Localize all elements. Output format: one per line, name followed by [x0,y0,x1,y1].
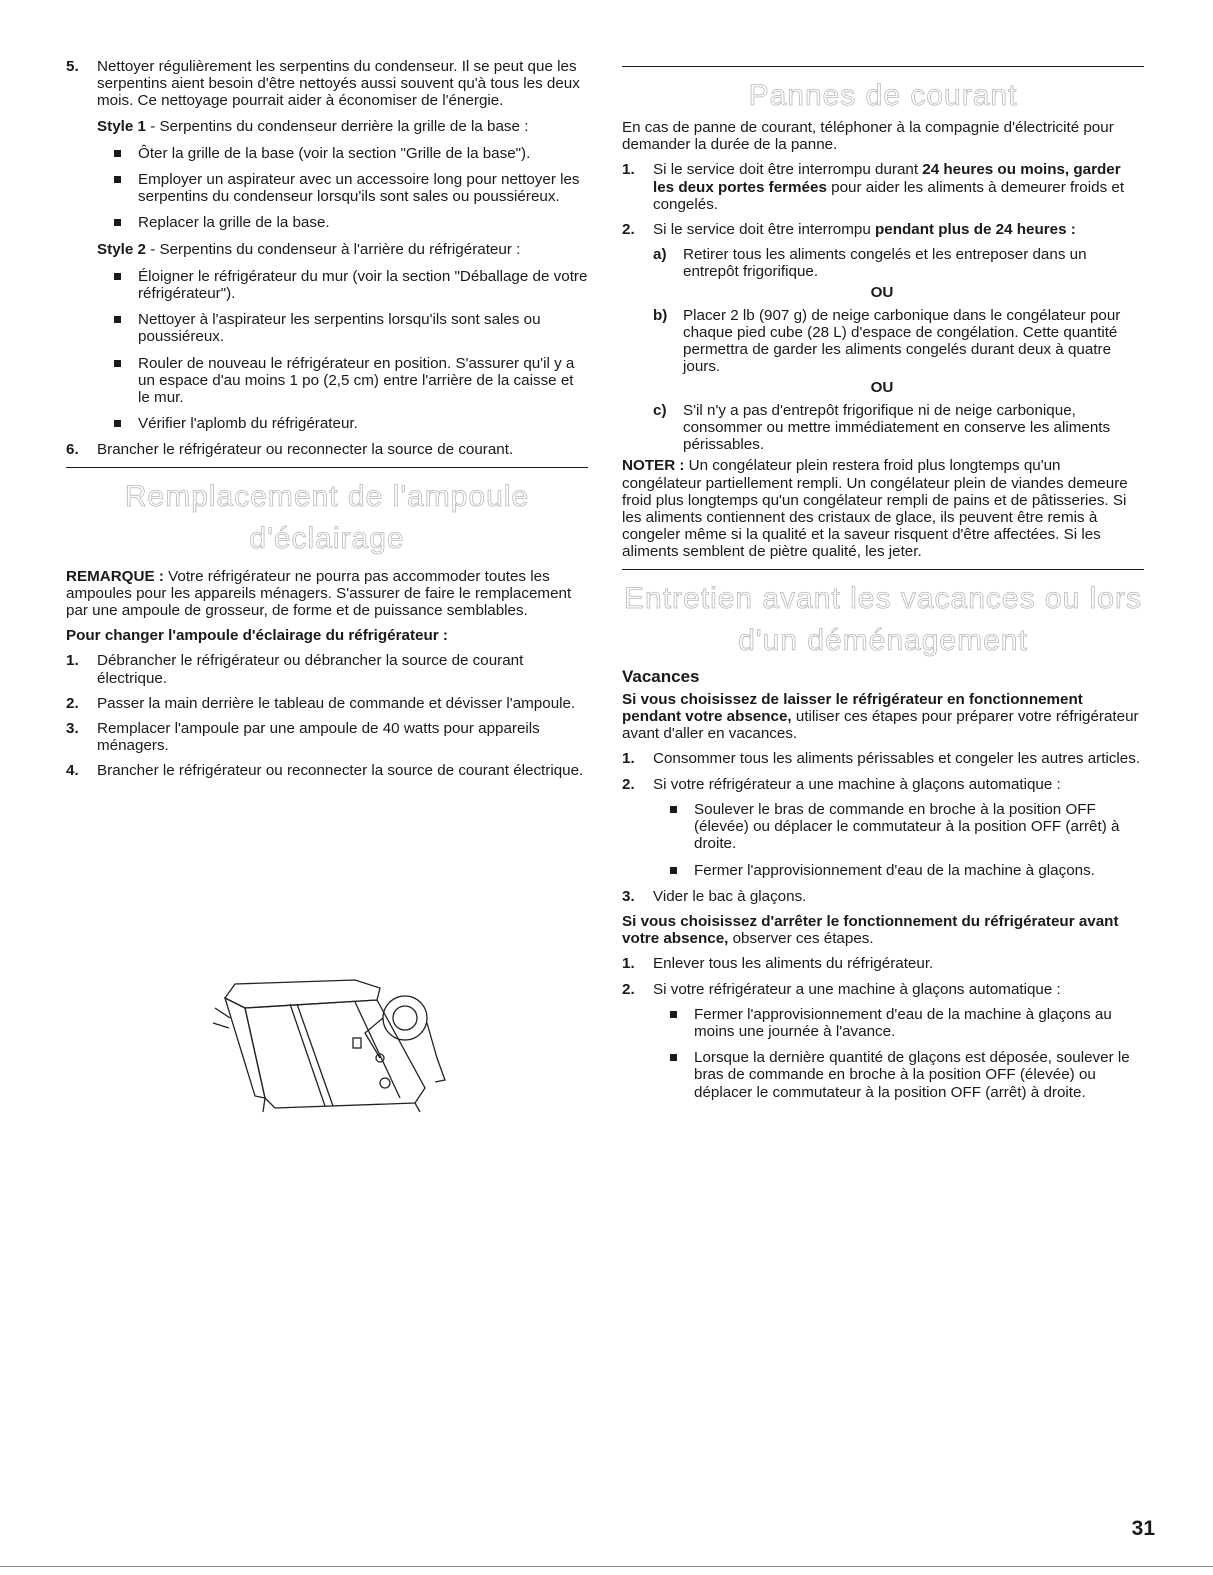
section-title-power: Pannes de courant [748,79,1018,112]
power-step-2 [622,221,1144,238]
step-5 [66,58,588,110]
section-title-vacation [622,578,1144,662]
list-item [670,801,1144,853]
list-item [114,268,588,302]
step-6 [66,441,588,458]
section-divider [66,467,588,468]
bullet-text: Replacer la grille de la base. [138,214,330,232]
step-number: 5. [66,58,79,75]
left-column [66,58,588,788]
bullet-icon [670,867,677,874]
bullet-icon [114,176,121,183]
power-step-1 [622,161,1144,213]
list-item [670,862,1144,879]
noter-label: NOTER : [622,457,685,475]
section-title-bulb [66,476,588,560]
style2-text: - Serpentins du condenseur à l'arrière du réfrigérateur : [145,240,521,258]
shutdown-step [622,981,1144,998]
bulb-step [66,695,588,712]
step-text: Débrancher le réfrigérateur ou débrancher la source de courant électrique. [97,652,524,687]
step-text-bold: 24 heures ou moins, garder les deux portes fermées [653,161,1121,196]
bullet-icon [114,219,121,226]
bulb-step [66,762,588,779]
list-item [670,1006,1144,1040]
vacation-intro-text: utiliser ces étapes pour préparer votre réfrigérateur avant d'aller en vacances. [622,708,1139,743]
bullet-text: Soulever le bras de commande en broche à la position OFF (élevée) ou déplacer le commutateur à la position OFF (arrêt) à droite. [694,800,1120,853]
bullet-text: Rouler de nouveau le réfrigérateur en position. S'assurer qu'il y a un espace d'au moins 1 po (2,5 cm) entre l'arrière de la caisse et le mur. [138,354,575,407]
section-divider [622,569,1144,570]
bullet-icon [114,360,121,367]
sub-item-c [653,402,1144,454]
right-column [622,66,1144,1110]
bulb-step [66,652,588,686]
section-title-line: Remplacement de l'ampoule [124,479,530,513]
step-number: 6. [66,441,79,459]
sub-letter: c) [653,401,667,419]
step-text-part: Si le service doit être interrompu [653,221,875,239]
step-number: 1. [622,955,635,973]
noter-paragraph [622,457,1144,560]
or-separator: OU [870,378,894,396]
step-text: Enlever tous les aliments du réfrigérateur. [653,955,934,973]
bullet-icon [114,420,121,427]
bullet-icon [670,1011,677,1018]
bullet-text: Vérifier l'aplomb du réfrigérateur. [138,415,358,433]
vacation-step [622,750,1144,767]
step-number: 2. [622,221,635,239]
bullet-text: Fermer l'approvisionnement d'eau de la machine à glaçons au moins une journée à l'avance. [694,1005,1112,1040]
style2-label: Style 2 [97,240,146,258]
step-text [653,161,1144,213]
page-bottom-rule [0,1566,1213,1567]
style1-label: Style 1 [97,117,146,135]
vacances-heading: Vacances [622,666,700,686]
bulb-heading: Pour changer l'ampoule d'éclairage du réfrigérateur : [66,627,448,645]
vacation-step [622,888,1144,905]
list-item [114,355,588,407]
style1-heading [97,118,588,135]
list-item [114,145,588,162]
shutdown-intro [622,913,1144,947]
shutdown-intro-text: observer ces étapes. [728,930,874,948]
step-text: Si votre réfrigérateur a une machine à glaçons automatique : [653,775,1061,793]
step-number: 4. [66,762,79,780]
bullet-icon [670,806,677,813]
section-title-line: d'éclairage [249,521,405,555]
sub-item-a [653,246,1144,280]
bullet-text: Ôter la grille de la base (voir la section "Grille de la base"). [138,144,531,162]
step-text-part: Si le service doit être interrompu durant [653,161,923,179]
remarque-text: Votre réfrigérateur ne pourra pas accommoder toutes les ampoules pour les appareils ménagers. S'assurer de faire le remplacement par une ampoule de grosseur, de forme et de puissance semblables. [66,567,572,620]
noter-text: Un congélateur plein restera froid plus longtemps qu'un congélateur partiellement rempli. Un congélateur plein de viandes demeure froid plus longtemps qu'un congélateur rempli de pains et de pâtisseries. Si les aliments contiennent des cristaux de glace, ils peuvent être remis à congeler même si la qualité et la saveur risquent d'être affectées. Si les aliments semblent de piètre qualité, les jeter. [622,457,1128,561]
step-number: 2. [66,694,79,712]
sub-text: Placer 2 lb (907 g) de neige carbonique dans le congélateur pour chaque pied cube (28 L) d'espace de congélation. Cette quantité permettra de garder les aliments congelés durant deux à quatre jours. [683,306,1121,376]
step-text: Brancher le réfrigérateur ou reconnecter la source de courant électrique. [97,762,584,780]
bullet-icon [114,150,121,157]
bullet-text: Nettoyer à l'aspirateur les serpentins lorsqu'ils sont sales ou poussiéreux. [138,311,541,346]
style2-heading [97,241,588,258]
step-text: Passer la main derrière le tableau de commande et dévisser l'ampoule. [97,694,576,712]
step-number: 1. [622,750,635,768]
step-number: 1. [622,161,635,179]
sub-text: Retirer tous les aliments congelés et les entreposer dans un entrepôt frigorifique. [683,246,1087,281]
list-item [114,415,588,432]
shutdown-intro-bold: Si vous choisissez d'arrêter le fonctionnement du réfrigérateur avant votre absence, [622,912,1119,948]
list-item [114,171,588,205]
power-intro: En cas de panne de courant, téléphoner à la compagnie d'électricité pour demander la durée de la panne. [622,119,1114,154]
vacation-intro [622,691,1144,743]
shutdown-step [622,955,1144,972]
step-text: Consommer tous les aliments périssables et congeler les autres articles. [653,750,1141,768]
step-text-part: pour aider les aliments à demeurer froids et congelés. [653,178,1125,213]
step-number: 2. [622,775,635,793]
or-separator: OU [870,283,894,301]
list-item [114,311,588,345]
list-item [114,214,588,231]
list-item [670,1049,1144,1101]
step-text: Remplacer l'ampoule par une ampoule de 40 watts pour appareils ménagers. [97,720,540,755]
sub-text: S'il n'y a pas d'entrepôt frigorifique ni de neige carbonique, consommer ou mettre immédiatement en conserve les aliments périssables. [683,401,1111,454]
step-text: Nettoyer régulièrement les serpentins du condenseur. Il se peut que les serpentins aient besoin d'être nettoyés aussi souvent qu'à tous les deux mois. Ce nettoyage pourrait aider à économiser de l'énergie. [97,58,580,110]
bullet-text: Fermer l'approvisionnement d'eau de la machine à glaçons. [694,861,1095,879]
light-cover-illustration [205,978,455,1113]
bulb-step [66,720,588,754]
sub-item-b [653,307,1144,376]
step-text: Brancher le réfrigérateur ou reconnecter la source de courant. [97,441,514,459]
remarque-paragraph [66,568,588,620]
step-number: 3. [622,887,635,905]
step-text: Si votre réfrigérateur a une machine à glaçons automatique : [653,980,1061,998]
step-text-bold: pendant plus de 24 heures : [875,221,1076,239]
vacation-step [622,776,1144,793]
vacation-intro-bold: Si vous choisissez de laisser le réfrigérateur en fonctionnement pendant votre absence, [622,690,1083,726]
bullet-text: Éloigner le réfrigérateur du mur (voir la section "Déballage de votre réfrigérateur"). [138,267,588,303]
sub-letter: b) [653,306,668,324]
bullet-text: Employer un aspirateur avec un accessoire long pour nettoyer les serpentins du condenseur lorsqu'ils sont sales ou poussiéreux. [138,171,580,206]
step-number: 2. [622,980,635,998]
bullet-icon [114,316,121,323]
bullet-icon [670,1054,677,1061]
step-text: Vider le bac à glaçons. [653,887,807,905]
bullet-icon [114,273,121,280]
step-number: 1. [66,652,79,670]
section-title-line: d'un déménagement [738,623,1028,657]
section-title-line: Entretien avant les vacances ou lors [624,581,1142,615]
remarque-label: REMARQUE : [66,567,164,585]
section-divider [622,66,1144,67]
bullet-text: Lorsque la dernière quantité de glaçons est déposée, soulever le bras de commande en broche à la position OFF (élevée) ou déplacer le commutateur à la position OFF (arrêt) à droite. [694,1049,1130,1101]
step-number: 3. [66,720,79,738]
page-number: 31 [1131,1517,1155,1540]
step-text [653,221,1144,238]
style1-text: - Serpentins du condenseur derrière la grille de la base : [145,117,529,135]
sub-letter: a) [653,246,667,264]
